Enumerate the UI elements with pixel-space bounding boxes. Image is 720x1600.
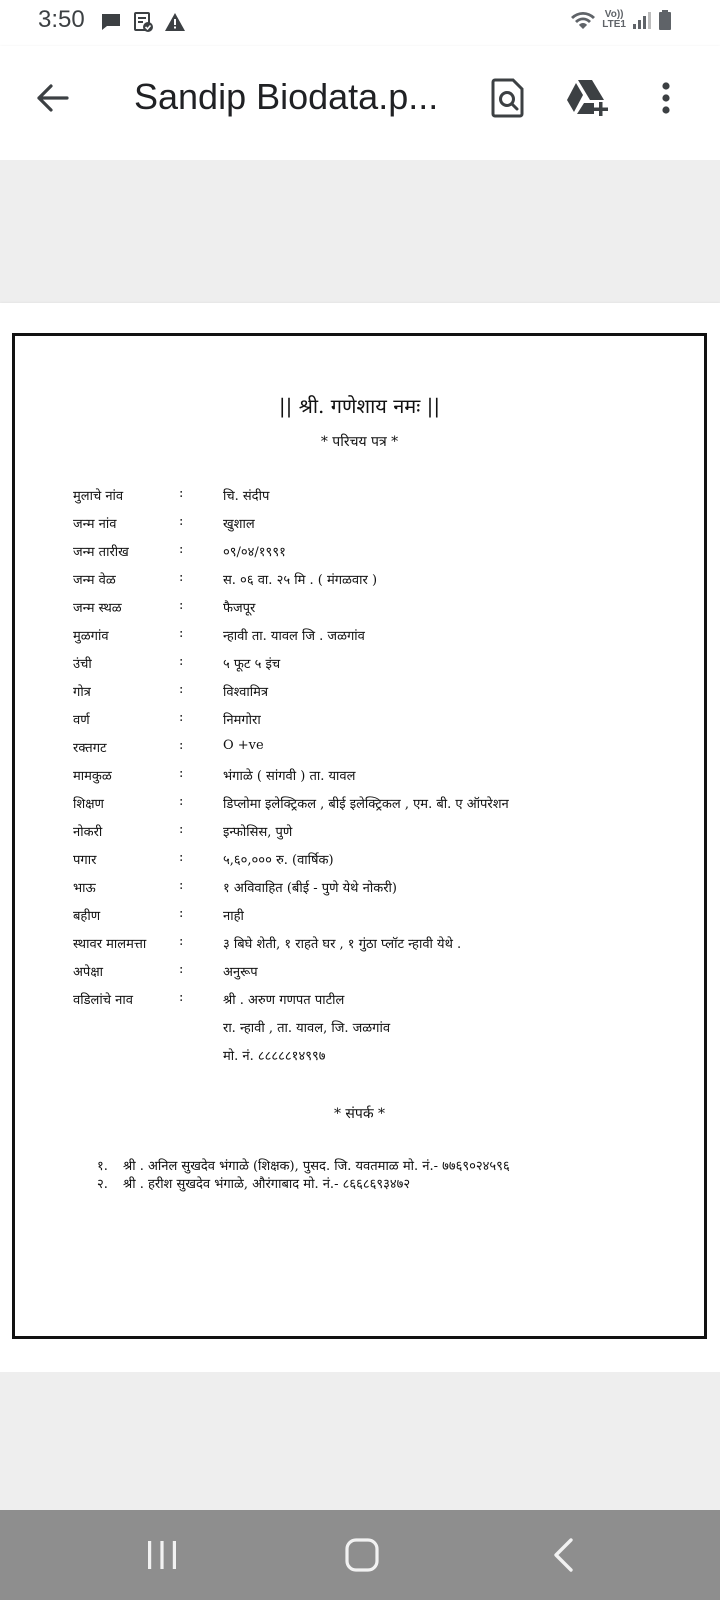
document-background-bottom: [0, 1372, 720, 1510]
row-label: रक्तगट: [73, 741, 107, 756]
row-label: अपेक्षा: [73, 965, 104, 980]
row-label: भाऊ: [73, 881, 96, 896]
find-in-document-button[interactable]: [484, 74, 532, 122]
row-value: खुशाल: [223, 517, 255, 532]
row-label: जन्म वेळ: [73, 573, 116, 588]
row-colon: :: [179, 738, 184, 753]
row-label: जन्म तारीख: [73, 545, 129, 560]
row-value: अनुरूप: [223, 965, 258, 980]
row-value: भंगाळे ( सांगवी ) ता. यावल: [223, 769, 356, 784]
row-value: फैजपूर: [223, 601, 256, 616]
row-value: न्हावी ता. यावल जि . जळगांव: [223, 629, 365, 644]
home-icon: [344, 1537, 380, 1573]
row-colon: :: [179, 486, 184, 501]
add-to-drive-button[interactable]: [564, 74, 612, 122]
home-button[interactable]: [332, 1532, 392, 1578]
app-toolbar: [0, 46, 720, 160]
row-value: इन्फोसिस, पुणे: [223, 825, 293, 840]
row-value: निमगोरा: [223, 713, 261, 728]
system-back-button[interactable]: [534, 1532, 594, 1578]
system-navigation-bar: [0, 1510, 720, 1600]
row-value: स. ०६ वा. २५ मि . ( मंगळवार ): [223, 573, 378, 588]
row-colon: :: [179, 934, 184, 949]
row-value: ५ फूट ५ इंच: [223, 657, 281, 672]
contact-section-title: * संपर्क *: [333, 1106, 386, 1122]
row-colon: :: [179, 766, 184, 781]
row-label: गोत्र: [73, 685, 91, 700]
chevron-left-icon: [549, 1537, 579, 1573]
row-label: वर्ण: [73, 713, 90, 728]
row-colon: :: [179, 570, 184, 585]
row-value: १ अविवाहित (बीई - पुणे येथे नोकरी): [223, 881, 397, 896]
document-title: Sandip Biodata.p...: [134, 76, 439, 117]
row-colon: :: [179, 626, 184, 641]
row-colon: :: [179, 710, 184, 725]
row-label: मुलाचे नांव: [73, 489, 124, 504]
system-status-icons: [570, 9, 672, 31]
row-value: चि. संदीप: [223, 489, 270, 504]
document-background-top: [0, 160, 720, 303]
row-colon: :: [179, 878, 184, 893]
signal-icon: [632, 10, 652, 30]
row-label: शिक्षण: [73, 797, 104, 812]
document-check-icon: [132, 11, 154, 33]
row-value: ०९/०४/१९९१: [223, 545, 286, 560]
wifi-icon: [570, 9, 596, 31]
back-button[interactable]: [30, 76, 74, 120]
row-label: बहीण: [73, 909, 101, 924]
row-label: नोकरी: [73, 825, 103, 840]
row-label: पगार: [73, 853, 97, 868]
row-colon: :: [179, 682, 184, 697]
arrow-back-icon: [35, 83, 69, 113]
row-value: डिप्लोमा इलेक्ट्रिकल , बीई इलेक्ट्रिकल , एम. बी. ए ऑपरेशन: [223, 797, 509, 812]
row-colon: :: [179, 794, 184, 809]
message-icon: [100, 11, 122, 33]
more-options-button[interactable]: [642, 74, 690, 122]
pdf-page[interactable]: [0, 303, 720, 1372]
row-label: मामकुळ: [73, 769, 112, 784]
row-colon: :: [179, 962, 184, 977]
lte-bottom-label: LTE1: [602, 19, 626, 30]
father-phone-line: मो. नं. ८८८८८१४९९७: [223, 1049, 326, 1064]
row-label: मुळगांव: [73, 629, 109, 644]
row-colon: :: [179, 822, 184, 837]
more-vert-icon: [660, 81, 672, 115]
lte-indicator: [602, 10, 626, 30]
status-time: 3:50: [38, 6, 85, 33]
row-colon: :: [179, 598, 184, 613]
lte-top-label: Vo)): [604, 9, 624, 20]
warning-icon: [164, 11, 186, 33]
row-value: विश्वामित्र: [223, 685, 269, 700]
row-colon: :: [179, 542, 184, 557]
row-value: नाही: [223, 909, 244, 924]
row-colon: :: [179, 514, 184, 529]
find-in-page-icon: [491, 78, 525, 118]
recent-apps-icon: [145, 1538, 179, 1572]
row-value: ५,६०,००० रु. (वार्षिक): [223, 853, 334, 868]
document-heading: || श्री. गणेशाय नमः ||: [278, 394, 441, 418]
row-colon: :: [179, 850, 184, 865]
recent-apps-button[interactable]: [132, 1532, 192, 1578]
row-label: स्थावर मालमत्ता: [73, 937, 147, 952]
row-label: जन्म नांव: [73, 517, 117, 532]
contact-text: श्री . हरीश सुखदेव भंगाळे, औरंगाबाद मो. नं.- ८६६८६९३४७२: [123, 1177, 411, 1192]
contact-number: १.: [97, 1159, 108, 1174]
row-label: जन्म स्थळ: [73, 601, 122, 616]
add-to-drive-icon: [566, 78, 610, 118]
contact-item: [97, 1174, 410, 1192]
row-label: वडिलांचे नाव: [73, 993, 133, 1008]
notification-icons: [100, 11, 186, 33]
contact-number: २.: [97, 1177, 108, 1192]
row-colon: :: [179, 906, 184, 921]
row-colon: :: [179, 654, 184, 669]
row-value: श्री . अरुण गणपत पाटील: [223, 993, 345, 1008]
row-colon: :: [179, 990, 184, 1005]
battery-icon: [658, 9, 672, 31]
row-value: ३ बिघे शेती, १ राहते घर , १ गुंठा प्लॉट न्हावी येथे .: [223, 937, 462, 952]
page-border-frame: [12, 333, 707, 1339]
father-address-line: रा. न्हावी , ता. यावल, जि. जळगांव: [223, 1021, 391, 1036]
contact-text: श्री . अनिल सुखदेव भंगाळे (शिक्षक), पुसद. जि. यवतमाळ मो. नं.- ७७६९०२४५९६: [123, 1159, 510, 1174]
document-subheading: * परिचय पत्र *: [320, 434, 399, 450]
row-label: उंची: [73, 657, 92, 672]
status-bar: [0, 0, 720, 46]
row-value: O +ve: [223, 738, 264, 753]
contact-item: [97, 1156, 510, 1174]
